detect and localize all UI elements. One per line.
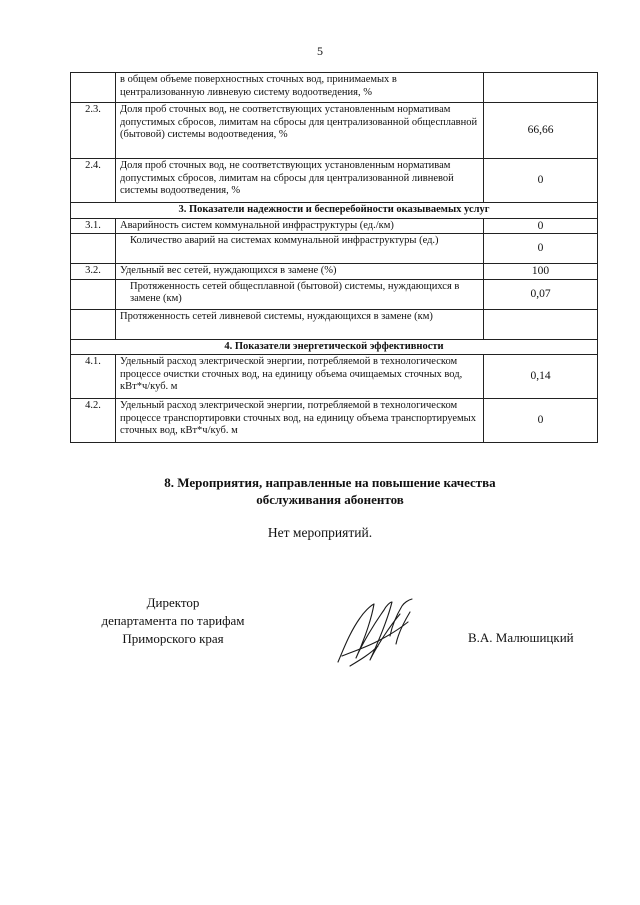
section-8-title-line-1: 8. Мероприятия, направленные на повышение качества — [164, 475, 496, 490]
indicator-value — [484, 309, 598, 339]
section-heading-row — [71, 339, 598, 355]
indicator-value: 66,66 — [484, 103, 598, 159]
indicator-value: 0,14 — [484, 355, 598, 399]
indicator-value: 0 — [484, 399, 598, 443]
table-row — [71, 234, 598, 264]
row-number: 2.3. — [71, 103, 116, 159]
table-row — [71, 103, 598, 159]
handwritten-signature — [330, 596, 430, 668]
row-number: 4.1. — [71, 355, 116, 399]
signer-name: В.А. Малюшицкий — [468, 630, 574, 645]
row-number — [71, 309, 116, 339]
signer-position — [58, 594, 288, 648]
indicator-name: в общем объеме поверхностных сточных вод, принимаемых в централизованную ливневую систему водоотведения, % — [116, 73, 484, 103]
table-row — [71, 309, 598, 339]
indicator-name: Удельный вес сетей, нуждающихся в замене (%) — [116, 264, 484, 280]
indicator-value: 100 — [484, 264, 598, 280]
row-number: 4.2. — [71, 399, 116, 443]
indicator-value: 0 — [484, 159, 598, 203]
signer-position-line-2: департамента по тарифам — [101, 613, 245, 628]
indicator-name: Количество аварий на системах коммунальной инфраструктуры (ед.) — [116, 234, 484, 264]
table-row — [71, 218, 598, 234]
page-number: 5 — [317, 44, 323, 58]
section-8-body: Нет мероприятий. — [267, 525, 373, 540]
indicator-value — [484, 73, 598, 103]
section-8-title-line-2: обслуживания абонентов — [256, 492, 404, 507]
table-row — [71, 264, 598, 280]
row-number — [71, 279, 116, 309]
section-heading-row — [71, 203, 598, 219]
indicator-name: Доля проб сточных вод, не соответствующих установленным нормативам допустимых сбросов, лимитам на сбросы для централизованной общесплавной (бытовой) системы водоотведения, % — [116, 103, 484, 159]
indicator-value: 0 — [484, 234, 598, 264]
row-number — [71, 234, 116, 264]
table-row — [71, 279, 598, 309]
section-heading: 4. Показатели энергетической эффективности — [71, 339, 598, 355]
row-number: 2.4. — [71, 159, 116, 203]
indicator-name: Протяженность сетей общесплавной (бытовой) системы, нуждающихся в замене (км) — [116, 279, 484, 309]
section-8-heading — [90, 474, 570, 508]
indicator-value: 0 — [484, 218, 598, 234]
indicators-table — [70, 72, 598, 443]
row-number — [71, 73, 116, 103]
signer-position-line-1: Директор — [146, 595, 200, 610]
table-row — [71, 355, 598, 399]
row-number: 3.2. — [71, 264, 116, 280]
indicator-name: Аварийность систем коммунальной инфраструктуры (ед./км) — [116, 218, 484, 234]
table-row — [71, 73, 598, 103]
table-row — [71, 399, 598, 443]
row-number: 3.1. — [71, 218, 116, 234]
indicator-name: Протяженность сетей ливневой системы, нуждающихся в замене (км) — [116, 309, 484, 339]
table-row — [71, 159, 598, 203]
indicator-name: Доля проб сточных вод, не соответствующих установленным нормативам допустимых сбросов, лимитам на сбросы для централизованной ливневой системы водоотведения, % — [116, 159, 484, 203]
indicator-name: Удельный расход электрической энергии, потребляемой в технологическом процессе транспортировки сточных вод, на единицу объема транспортируемых сточных вод, кВт*ч/куб. м — [116, 399, 484, 443]
signer-position-line-3: Приморского края — [122, 631, 224, 646]
indicator-name: Удельный расход электрической энергии, потребляемой в технологическом процессе очистки сточных вод, на единицу объема очищаемых сточных вод, кВт*ч/куб. м — [116, 355, 484, 399]
section-heading: 3. Показатели надежности и бесперебойности оказываемых услуг — [71, 203, 598, 219]
indicator-value: 0,07 — [484, 279, 598, 309]
indicators-table-body — [71, 73, 598, 443]
